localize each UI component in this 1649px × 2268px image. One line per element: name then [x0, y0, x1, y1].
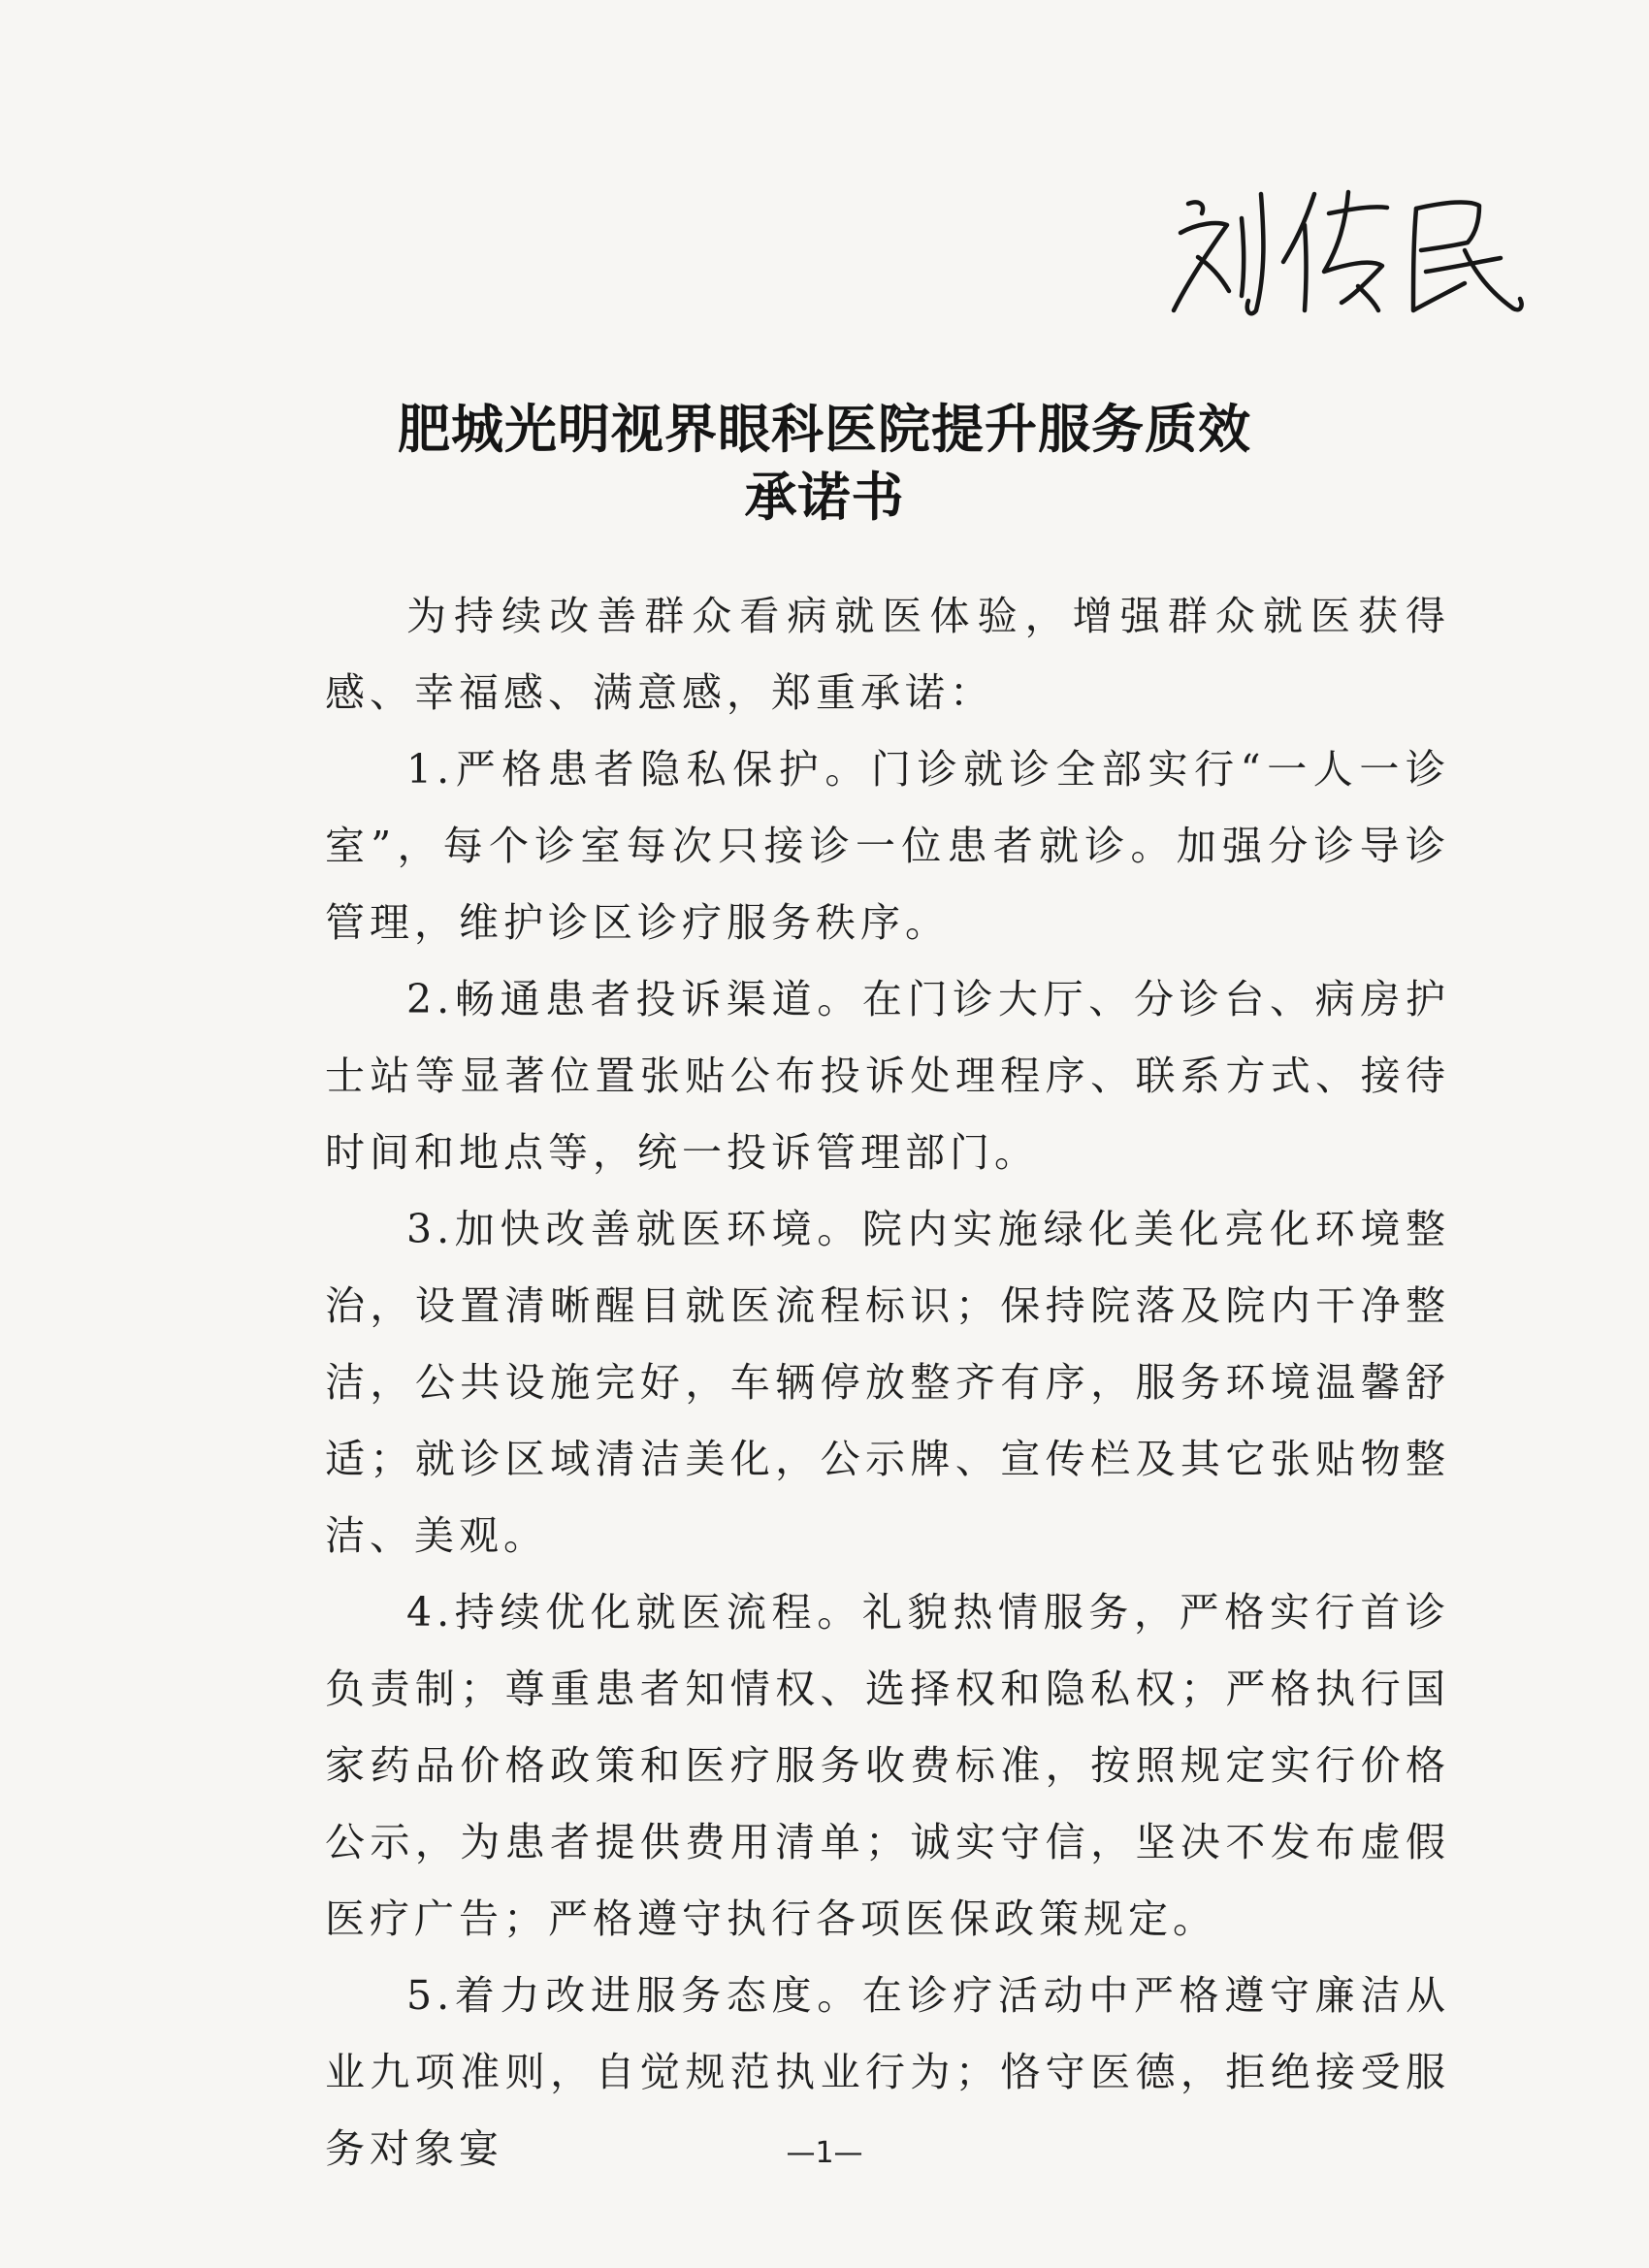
commitment-text: 礼貌热情服务，严格实行首诊负责制；尊重患者知情权、选择权和隐私权；严格执行国家药品价格政策和医疗服务收费标准，按照规定实行价格公示，为患者提供费用清单；诚实守信，坚决不发布虚假医疗广告；严格遵守执行各项医保政策规定。: [325, 1589, 1451, 1942]
document-subtitle: 承诺书: [744, 467, 905, 528]
intro-paragraph: 为持续改善群众看病就医体验，增强群众就医获得感、幸福感、满意感，郑重承诺：: [325, 593, 1450, 716]
commitment-text: 在诊疗活动中严格遵守廉洁从业九项准则，自觉规范执业行为；恪守医德，拒绝接受服务对象宴: [325, 1972, 1451, 2172]
commitment-item-3: [325, 1191, 1450, 1574]
document-title: 肥城光明视界眼科医院提升服务质效: [398, 399, 1251, 460]
commitment-text: 院内实施绿化美化亮化环境整治，设置清晰醒目就医流程标识；保持院落及院内干净整洁，公共设施完好，车辆停放整齐有序，服务环境温馨舒适；就诊区域清洁美化，公示牌、宣传栏及其它张贴物整洁、美观。: [325, 1206, 1451, 1559]
commitment-heading: 3.加快改善就医环境。: [406, 1206, 862, 1252]
commitment-item-1: [325, 731, 1450, 961]
commitment-text: 在门诊大厅、分诊台、病房护士站等显著位置张贴公布投诉处理程序、联系方式、接待时间和地点等，统一投诉管理部门。: [325, 976, 1451, 1176]
commitment-heading: 4.持续优化就医流程。: [406, 1589, 862, 1636]
commitment-text: 门诊就诊全部实行“一人一诊室”，每个诊室每次只接诊一位患者就诊。加强分诊导诊管理，维护诊区诊疗服务秩序。: [325, 746, 1450, 946]
commitment-item-4: [325, 1574, 1450, 1958]
document-body: [325, 578, 1450, 2187]
commitment-heading: 1.严格患者隐私保护。: [406, 746, 871, 793]
handwritten-signature: [1159, 165, 1528, 330]
commitment-heading: 5.着力改进服务态度。: [406, 1972, 862, 2019]
commitment-item-2: [325, 961, 1450, 1191]
commitment-heading: 2.畅通患者投诉渠道。: [406, 976, 862, 1022]
page-number: —1—: [786, 2136, 863, 2170]
